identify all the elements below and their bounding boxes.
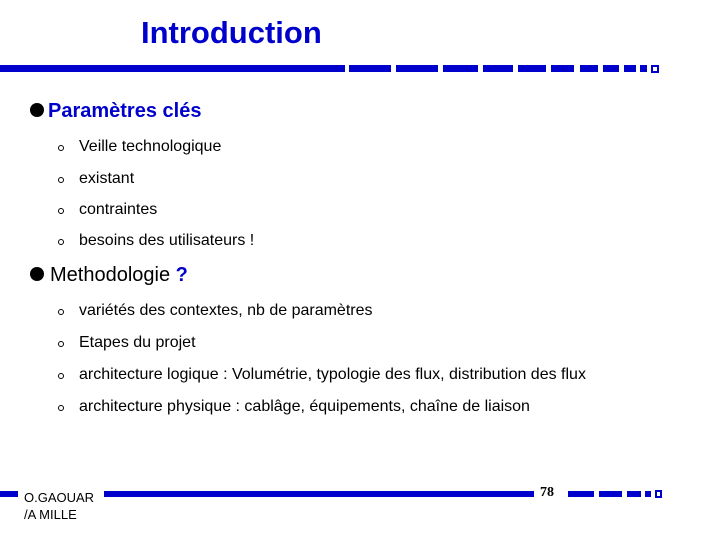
bullet-icon bbox=[58, 208, 64, 214]
slide-title: Introduction bbox=[141, 15, 322, 50]
bullet-icon bbox=[30, 267, 44, 281]
bullet-icon bbox=[58, 373, 64, 379]
bullet-icon bbox=[58, 341, 64, 347]
bullet-icon bbox=[58, 405, 64, 411]
footer-authors bbox=[24, 489, 94, 523]
rule-segment bbox=[640, 65, 647, 72]
bullet-icon bbox=[30, 103, 44, 117]
rule-segment bbox=[599, 491, 622, 497]
rule-segment bbox=[483, 65, 513, 72]
rule-segment bbox=[580, 65, 598, 72]
rule-segment-hollow bbox=[651, 65, 659, 73]
rule-segment bbox=[603, 65, 619, 72]
rule-segment bbox=[645, 491, 651, 497]
rule-segment bbox=[349, 65, 391, 72]
rule-segment bbox=[396, 65, 438, 72]
question-mark: ? bbox=[175, 264, 188, 286]
bullet-icon bbox=[58, 145, 64, 151]
rule-segment bbox=[551, 65, 574, 72]
rule-segment bbox=[568, 491, 594, 497]
rule-segment bbox=[104, 491, 534, 497]
author-line: /A MILLE bbox=[24, 507, 77, 522]
section-heading-label: Methodologie bbox=[50, 264, 171, 286]
rule-segment bbox=[0, 491, 18, 497]
author-line: O.GAOUAR bbox=[24, 490, 95, 505]
rule-segment bbox=[624, 65, 636, 72]
bullet-icon bbox=[58, 239, 64, 245]
page-number: 78 bbox=[540, 485, 554, 500]
rule-segment bbox=[0, 65, 345, 72]
rule-segment bbox=[627, 491, 641, 497]
rule-segment-hollow bbox=[655, 490, 662, 498]
rule-segment bbox=[443, 65, 478, 72]
rule-segment bbox=[518, 65, 546, 72]
bullet-icon bbox=[58, 309, 64, 315]
bullet-icon bbox=[58, 177, 64, 183]
